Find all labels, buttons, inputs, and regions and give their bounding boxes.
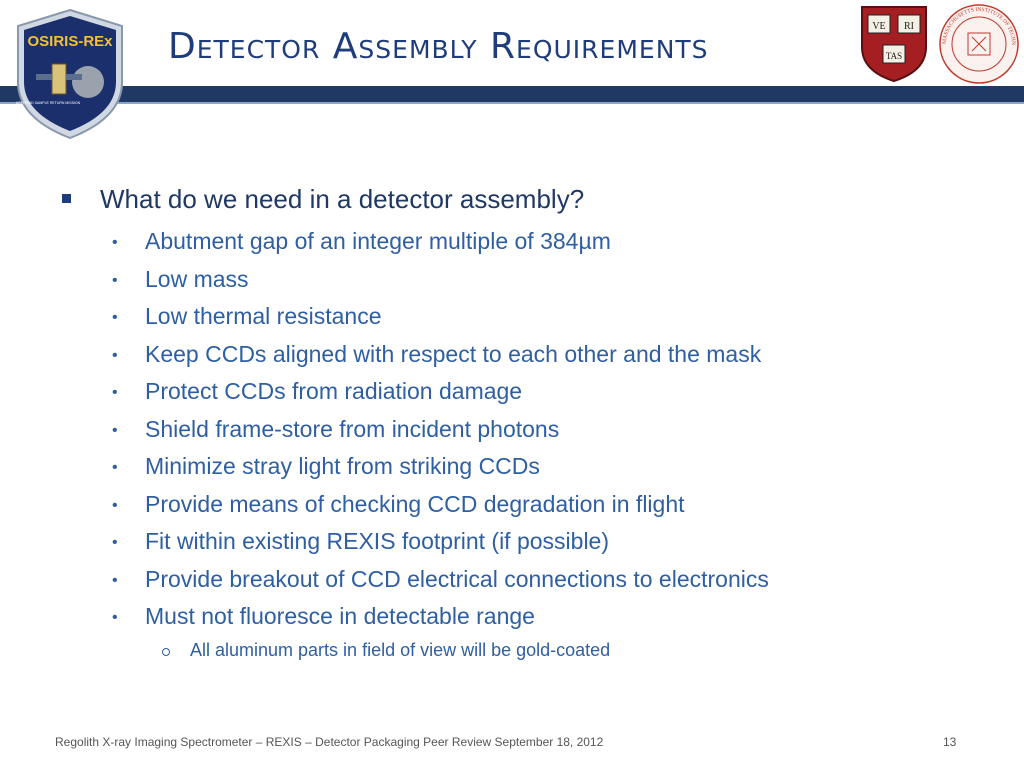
harvard-motto-ri: RI bbox=[904, 21, 914, 32]
square-bullet-icon bbox=[62, 194, 71, 203]
bullet-dot-icon: • bbox=[112, 572, 118, 589]
bullet-dot-icon: • bbox=[112, 497, 118, 514]
osiris-rex-logo bbox=[10, 8, 130, 140]
list-item: Minimize stray light from striking CCDs bbox=[145, 453, 540, 479]
circle-bullet-icon bbox=[162, 648, 170, 656]
bullet-dot-icon: • bbox=[112, 272, 118, 289]
main-question: What do we need in a detector assembly? bbox=[100, 184, 585, 214]
list-item: Shield frame-store from incident photons bbox=[145, 416, 560, 442]
sub-list-item: All aluminum parts in field of view will be gold-coated bbox=[190, 640, 611, 660]
list-item: Provide means of checking CCD degradation in flight bbox=[145, 491, 685, 517]
bullet-dot-icon: • bbox=[112, 384, 118, 401]
list-item: Provide breakout of CCD electrical connections to electronics bbox=[145, 566, 769, 592]
header-divider bbox=[0, 102, 1024, 104]
list-item: Fit within existing REXIS footprint (if possible) bbox=[145, 528, 610, 554]
logo-left-subtext: ASTEROID SAMPLE RETURN MISSION bbox=[15, 101, 81, 105]
logo-left-title: OSIRIS-REx bbox=[27, 33, 113, 50]
mit-seal-text: MASSACHUSETTS INSTITUTE OF TECHN bbox=[941, 6, 1017, 46]
list-item: Low thermal resistance bbox=[145, 303, 382, 329]
bullet-dot-icon: • bbox=[112, 234, 118, 251]
harvard-motto-tas: TAS bbox=[885, 51, 903, 61]
list-item: Abutment gap of an integer multiple of 384µm bbox=[145, 228, 611, 254]
page-number: 13 bbox=[943, 735, 957, 749]
list-item: Protect CCDs from radiation damage bbox=[145, 378, 523, 404]
list-item: Keep CCDs aligned with respect to each other and the mask bbox=[145, 341, 762, 367]
harvard-shield-logo bbox=[858, 3, 930, 83]
mit-seal-logo bbox=[938, 3, 1020, 85]
slide-title: Detector Assembly Requirements bbox=[168, 26, 709, 67]
bullet-dot-icon: • bbox=[112, 459, 118, 476]
list-item: Must not fluoresce in detectable range bbox=[145, 603, 535, 629]
slide-footer: Regolith X-ray Imaging Spectrometer – REXIS – Detector Packaging Peer Review September 18, 2012 bbox=[55, 735, 604, 749]
header-bar bbox=[0, 86, 1024, 102]
bullet-dot-icon: • bbox=[112, 534, 118, 551]
list-item: Low mass bbox=[145, 266, 249, 292]
harvard-motto-ve: VE bbox=[872, 21, 886, 32]
bullet-dot-icon: • bbox=[112, 609, 118, 626]
bullet-dot-icon: • bbox=[112, 422, 118, 439]
bullet-dot-icon: • bbox=[112, 347, 118, 364]
bullet-dot-icon: • bbox=[112, 309, 118, 326]
